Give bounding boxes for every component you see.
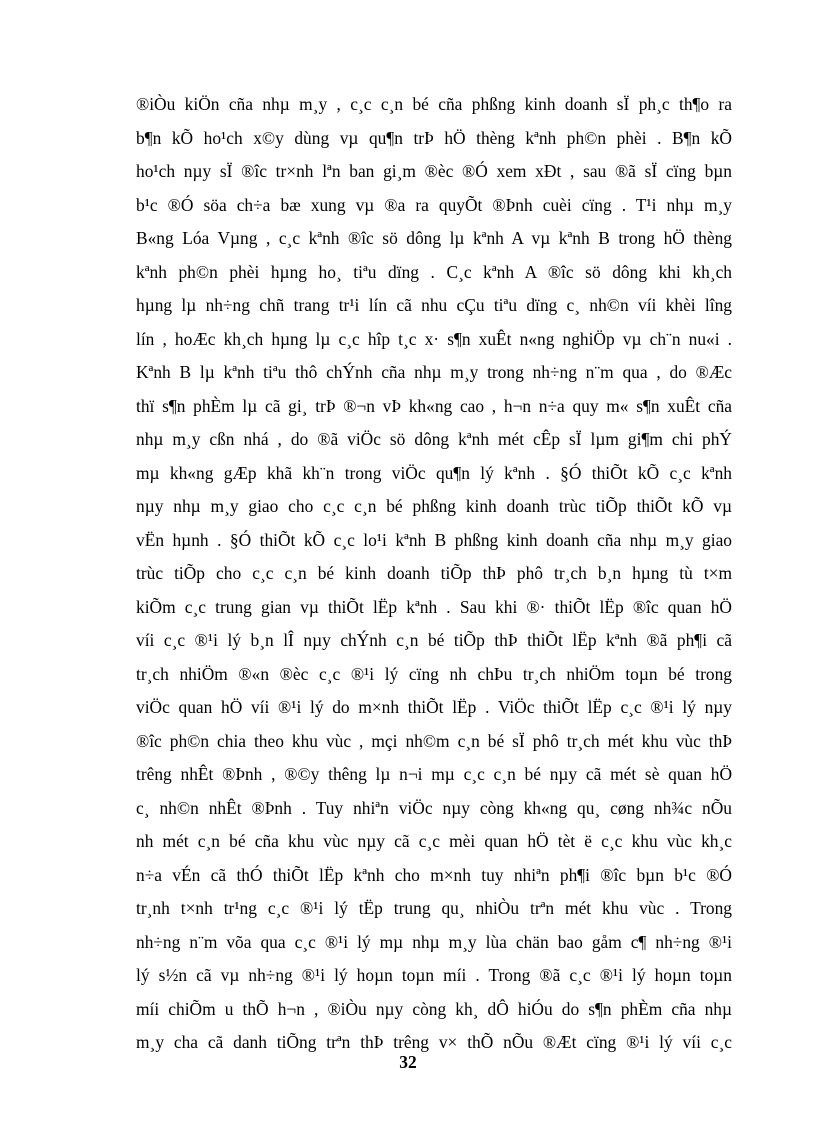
text-line: thï s¶n phÈm lµ cã gi¸ trÞ ®¬n vÞ kh«ng cao , h¬n n÷a quy m« s¶n xuÊt cña [136, 395, 732, 416]
text-line: ®îc ph©n chia theo khu vùc , mçi nh©m c¸n bé sÏ phô tr¸ch mét khu vùc thÞ [136, 730, 732, 751]
text-line: nµy nhµ m¸y giao cho c¸c c¸n bé phßng kinh doanh trùc tiÕp thiÕt kÕ vµ [136, 496, 732, 516]
page-number: 32 [399, 1052, 417, 1072]
text-line: n÷a vÉn cã thÓ thiÕt lËp kªnh cho m×nh tuy nhiªn ph¶i ®îc bµn b¹c ®Ó [136, 864, 732, 885]
text-line: b¹c ®Ó söa ch÷a bæ xung vµ ®a ra quyÕt ®Þnh cuèi cïng . T¹i nhµ m¸y [136, 194, 732, 215]
text-line: míi chiÕm u thÕ h¬n , ®iÒu nµy còng kh¸ dÔ hiÓu do s¶n phÈm cña nhµ [136, 998, 732, 1019]
text-line: b¶n kÕ ho¹ch x©y dùng vµ qu¶n trÞ hÖ thèng kªnh ph©n phèi . B¶n kÕ [136, 127, 732, 148]
text-line: c¸ nh©n nhÊt ®Þnh . Tuy nhiªn viÖc nµy còng kh«ng qu¸ cøng nh¾c nÕu [136, 797, 732, 818]
text-line: viÖc quan hÖ víi ®¹i lý do m×nh thiÕt lËp . ViÖc thiÕt lËp c¸c ®¹i lý nµy [136, 697, 732, 717]
text-line: ho¹ch nµy sÏ ®îc tr×nh lªn ban gi¸m ®èc ®Ó xem xÐt , sau ®ã sÏ cïng bµn [136, 161, 732, 181]
text-line: ®iÒu kiÖn cña nhµ m¸y , c¸c c¸n bé cña phßng kinh doanh sÏ ph¸c th¶o ra [136, 94, 732, 114]
text-line: trêng nhÊt ®Þnh , ®©y thêng lµ n¬i mµ c¸c c¸n bé nµy cã mét sè quan hÖ [136, 764, 732, 784]
text-line: víi c¸c ®¹i lý b¸n lÎ nµy chÝnh c¸n bé tiÕp thÞ thiÕt lËp kªnh ®ã ph¶i cã [136, 630, 732, 650]
text-line: hµng lµ nh÷ng chñ trang tr¹i lín cã nhu cÇu tiªu dïng c¸ nh©n víi khèi lîng [136, 295, 732, 315]
text-line: lín , hoÆc kh¸ch hµng lµ c¸c hîp t¸c x· s¶n xuÊt n«ng nghiÖp vµ ch¨n nu«i . [136, 328, 732, 349]
text-line: B«ng Lóa Vµng , c¸c kªnh ®îc sö dông lµ kªnh A vµ kªnh B trong hÖ thèng [136, 228, 732, 248]
text-line: lý s½n cã vµ nh÷ng ®¹i lý hoµn toµn míi . Trong ®ã c¸c ®¹i lý hoµn toµn [136, 965, 732, 985]
text-line: tr¸ch nhiÖm ®«n ®èc c¸c ®¹i lý cïng nh chÞu tr¸ch nhiÖm toµn bé trong [136, 663, 732, 684]
text-line: kªnh ph©n phèi hµng ho¸ tiªu dïng . C¸c kªnh A ®îc sö dông khi kh¸ch [136, 261, 732, 282]
text-line: Kªnh B lµ kªnh tiªu thô chÝnh cña nhµ m¸y trong nh÷ng n¨m qua , do ®Æc [136, 362, 732, 382]
text-line: trùc tiÕp cho c¸c c¸n bé kinh doanh tiÕp thÞ phô tr¸ch b¸n hµng tù t×m [136, 563, 732, 583]
text-line: vËn hµnh . §Ó thiÕt kÕ c¸c lo¹i kªnh B phßng kinh doanh cña nhµ m¸y giao [136, 529, 732, 550]
body-paragraph [136, 88, 732, 1060]
text-line: kiÕm c¸c trung gian vµ thiÕt lËp kªnh . Sau khi ®· thiÕt lËp ®îc quan hÖ [136, 596, 732, 617]
text-line: tr¸nh t×nh tr¹ng c¸c ®¹i lý tËp trung qu¸ nhiÒu trªn mét khu vùc . Trong [136, 898, 732, 918]
text-line: nh mét c¸n bé cña khu vùc nµy cã c¸c mèi quan hÖ tèt ë c¸c khu vùc kh¸c [136, 831, 732, 851]
text-line: nh÷ng n¨m võa qua c¸c ®¹i lý mµ nhµ m¸y lùa chän bao gåm c¶ nh÷ng ®¹i [136, 931, 732, 952]
text-line: mµ kh«ng gÆp khã kh¨n trong viÖc qu¶n lý kªnh . §Ó thiÕt kÕ c¸c kªnh [136, 462, 732, 483]
text-line: nhµ m¸y cßn nhá , do ®ã viÖc sö dông kªnh mét cÊp sÏ lµm gi¶m chi phÝ [136, 429, 732, 449]
text-line: m¸y cha cã danh tiÕng trªn thÞ trêng v× thÕ nÕu ®Æt cïng ®¹i lý víi c¸c [136, 1032, 732, 1052]
